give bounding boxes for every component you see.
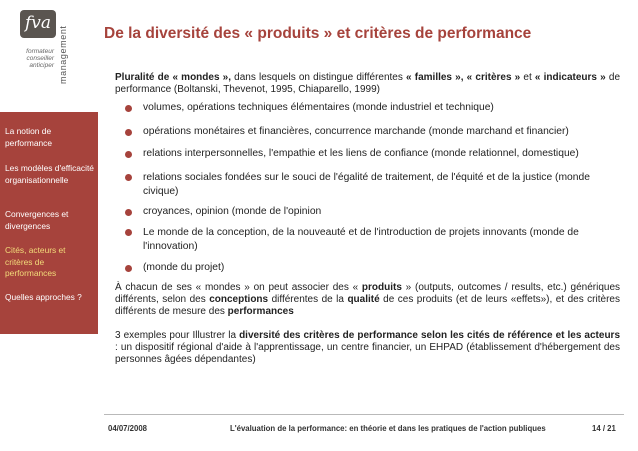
bullet-icon (125, 265, 132, 272)
footer-subtitle: L'évaluation de la performance: en théorie et dans les pratiques de l'action publiques (230, 424, 546, 433)
list-item: volumes, opérations techniques élémentaires (monde industriel et technique) (143, 102, 603, 114)
logo (8, 6, 88, 86)
list-item: croyances, opinion (monde de l'opinion (143, 206, 603, 218)
bullet-icon (125, 129, 132, 136)
sidebar-item-cites[interactable]: Cités, acteurs et critères de performances (5, 245, 66, 278)
sidebar-item-approches[interactable]: Quelles approches ? (5, 292, 82, 302)
bullet-icon (125, 209, 132, 216)
footer-date: 04/07/2008 (108, 424, 148, 433)
page-number: 14 / 21 (592, 424, 616, 433)
sidebar-item-notion[interactable]: La notion de performance (5, 126, 53, 148)
sidebar-item-modeles[interactable]: Les modèles d'efficacité organisationnelle (5, 163, 94, 185)
logo-mark: fva (20, 10, 56, 38)
footer-divider (104, 414, 624, 415)
logo-tagline: formateur conseiller anticiper (26, 48, 54, 69)
bullet-icon (125, 174, 132, 181)
examples-paragraph: 3 exemples pour Illustrer la diversité des critères de performance selon les cités de référence et les acteurs : un dispositif régional d'aide à l'apprentissage, un centre financier, un EHPAD (établissement d'hébergement des personnes âgées dépendantes) (115, 330, 621, 365)
bullet-icon (125, 105, 132, 112)
bullet-icon (125, 229, 132, 236)
list-item: (monde du projet) (143, 262, 603, 274)
page-title: De la diversité des « produits » et critères de performance (104, 25, 532, 42)
logo-side-text: management (58, 25, 68, 84)
list-item: Le monde de la conception, de la nouveauté et de l'introduction de projets innovants (monde de l'innovation) (143, 226, 603, 254)
list-item: relations sociales fondées sur le souci de l'égalité de traitement, de l'équité et de la justice (monde civique) (143, 171, 603, 199)
list-item: opérations monétaires et financières, concurrence marchande (monde marchand et financier) (143, 126, 603, 138)
list-item: relations interpersonnelles, l'empathie et les liens de confiance (monde relationnel, domestique) (143, 148, 603, 160)
bullet-icon (125, 151, 132, 158)
sidebar-item-convergences[interactable]: Convergences et divergences (5, 209, 69, 231)
sidebar (0, 112, 98, 334)
products-paragraph: À chacun de ses « mondes » on peut associer des « produits » (outputs, outcomes / results, etc.) génériques différents, selon des conceptions différentes de la qualité de ces produits (et de leurs «effets»), et des critères différents de mesure des performances (115, 282, 620, 317)
intro-paragraph: Pluralité de « mondes », dans lesquels on distingue différentes « familles », « critères » et « indicateurs » de performance (Boltanski, Thevenot, 1995, Chiaparello, 1999) (115, 72, 621, 95)
